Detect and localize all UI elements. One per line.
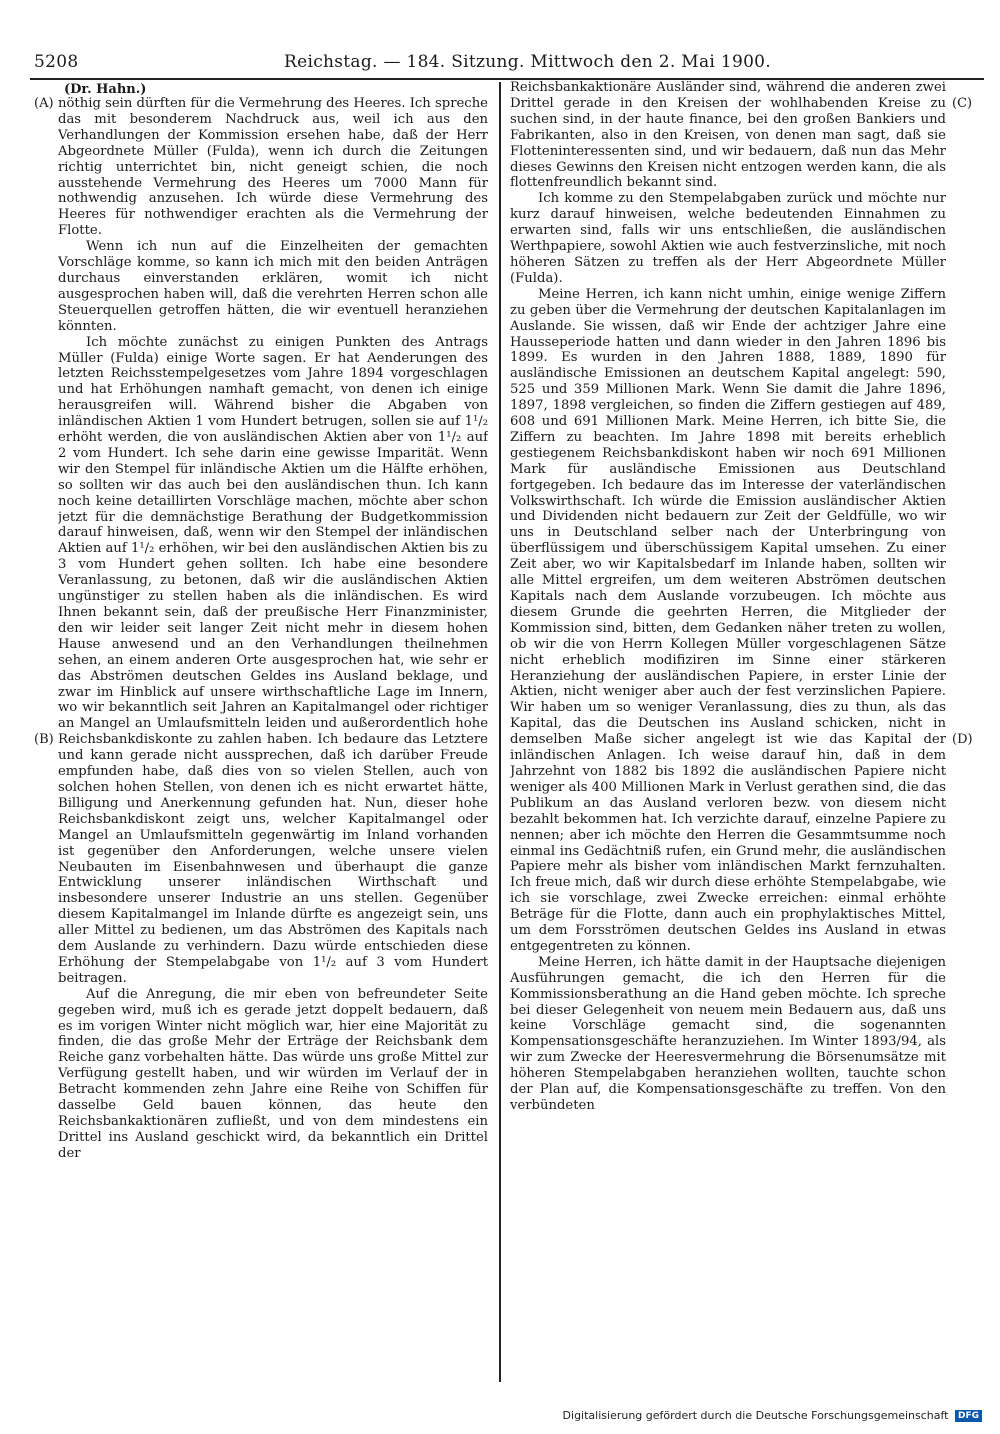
left-column bbox=[58, 96, 488, 1386]
paragraph: nöthig sein dürften für die Vermehrung des Heeres. Ich spreche das mit besonderem Nachdruck aus, weil ich aus den Verhandlungen der Kommission ersehen habe, daß der Herr Abgeordnete Müller (Fulda), wenn ich durch die Zeitungen richtig unterrichtet bin, nicht geneigt schien, die noch ausstehende Vermehrung des Heeres um 7000 Mann für nothwendig anzusehen. Ich würde diese Vermehrung des Heeres für nothwendiger erachten als die Vermehrung der Flotte. bbox=[58, 96, 488, 239]
margin-marker-d: (D) bbox=[952, 732, 973, 747]
margin-marker-a: (A) bbox=[34, 96, 54, 111]
credit-text: Digitalisierung gefördert durch die Deutsche Forschungsgemeinschaft bbox=[562, 1409, 949, 1422]
margin-marker-c: (C) bbox=[952, 96, 973, 111]
right-column bbox=[510, 80, 946, 1370]
speaker-name: (Dr. Hahn.) bbox=[64, 82, 147, 97]
paragraph: Ich komme zu den Stempelabgaben zurück und möchte nur kurz darauf hinweisen, welche bedeutenden Einnahmen zu erwarten sind, falls wir uns entschließen, die ausländischen Werthpapiere, sowohl Aktien wie auch festverzinsliche, mit noch höheren Sätzen zu treffen als der Herr Abgeordnete Müller (Fulda). bbox=[510, 191, 946, 286]
margin-marker-b: (B) bbox=[34, 732, 54, 747]
dfg-logo: DFG bbox=[955, 1410, 982, 1422]
paragraph: Reichsbankaktionäre Ausländer sind, während die anderen zwei Drittel gerade in den Kreisen der wohlhabenden Kreise zu suchen sind, in der haute finance, bei den großen Bankiers und Fabrikanten, also in den Kreisen, von denen man sagt, daß sie Flotteninteressenten sind, und wir bedauern, daß nun das Mehr dieses Gewinns den Kreisen nicht entzogen werden kann, die als flottenfreundlich bekannt sind. bbox=[510, 80, 946, 191]
paragraph: Meine Herren, ich hätte damit in der Hauptsache diejenigen Ausführungen gemacht, die ich den Herren für die Kommissionsberathung an die Hand geben möchte. Ich spreche bei dieser Gelegenheit von neuem mein Bedauern aus, daß uns keine Vorschläge gemacht sind, die sogenannten Kompensationsgeschäfte heranzuziehen. Im Winter 1893/94, als wir zum Zwecke der Heeresvermehrung die Börsenumsätze mit höheren Stempelabgaben heranziehen wollten, tauchte schon der Plan auf, die Kompensationsgeschäfte zu treffen. Von den verbündeten bbox=[510, 954, 946, 1113]
paragraph: Meine Herren, ich kann nicht umhin, einige wenige Ziffern zu geben über die Vermehrung der deutschen Kapitalanlagen im Auslande. Sie wissen, daß wir Ende der achtziger Jahre eine Hausseperiode hatten und dann wieder in den Jahren 1896 bis 1899. Es wurden in den Jahren 1888, 1889, 1890 für ausländische Emissionen an deutschem Kapital angelegt: 590, 525 und 359 Millionen Mark. Wenn Sie damit die Jahre 1896, 1897, 1898 vergleichen, so finden die Ziffern gestiegen auf 489, 608 und 691 Millionen Mark. Meine Herren, ich bitte Sie, die Ziffern zu beachten. Im Jahre 1898 mit bereits erheblich gestiegenem Reichsbankdiskont haben wir noch 691 Millionen Mark für ausländische Emissionen aus Deutschland fortgegeben. Ich bedaure das im Interesse der vaterländischen Volkswirthschaft. Ich würde die Emission ausländischer Aktien und Dividenden nicht bedauern zur Zeit der Geldfülle, wo wir uns in Deutschland selber nach der Unterbringung von überflüssigem und überschüssigem Kapital umsehen. Zu einer Zeit aber, wo wir Kapitalsbedarf im Inlande haben, sollten wir alle Mittel ergreifen, um dem weiteren Abströmen deutschen Kapitals nach dem Auslande vorzubeugen. Ich möchte aus diesem Grunde die geehrten Herren, die Mitglieder der Kommission sind, bitten, dem Gedanken näher treten zu wollen, ob wir die von Herrn Kollegen Müller vorgeschlagenen Sätze nicht erheblich modifiziren im Sinne einer stärkeren Heranziehung der ausländischen Papiere, in erster Linie der Aktien, nicht weniger aber auch der fest verzinslichen Papiere. Wir haben um so weniger Veranlassung, dies zu thun, als das Kapital, das die Deutschen ins Ausland schicken, nicht in demselben Maße sicher angelegt ist wie das Kapital der inländischen Anlagen. Ich weise darauf hin, daß in dem Jahrzehnt von 1882 bis 1892 die ausländischen Papiere nicht weniger als 400 Millionen Mark in Verlust gerathen sind, die das Publikum an das Ausland verloren bezw. von diesem nicht bezahlt bekommen hat. Ich verzichte darauf, einzelne Papiere zu nennen; aber ich möchte den Herren die Gesammtsumme noch einmal ins Gedächtniß rufen, ein Grund mehr, die ausländischen Papiere mehr als bisher vom inländischen Markt fernzuhalten. Ich freue mich, daß wir durch diese erhöhte Stempelabgabe, wie ich sie vorschlage, zwei Zwecke erreichen: einmal erhöhte Beträge für die Flotte, dann auch ein prophylaktisches Mittel, um dem Forsströmen deutschen Geldes ins Ausland in etwas entgegentreten zu können. bbox=[510, 286, 946, 954]
page-header bbox=[34, 48, 980, 82]
column-divider bbox=[499, 82, 501, 1382]
paragraph: Auf die Anregung, die mir eben von befreundeter Seite gegeben wird, muß ich es gerade jetzt doppelt bedauern, daß es im vorigen Winter nicht möglich war, hier eine Majorität zu finden, die das große Mehr der Erträge der Reichsbank dem Reiche ganz vorbehalten hätte. Das würde uns große Mittel zur Verfügung gestellt haben, und wir würden im Verlauf der in Betracht kommenden zehn Jahre eine Reihe von Schiffen für dasselbe Geld bauen können, das heute den Reichsbankaktionären zufließt, und von dem mindestens ein Drittel ins Ausland geschickt wird, da bekanntlich ein Drittel der bbox=[58, 986, 488, 1161]
page-number: 5208 bbox=[34, 52, 79, 72]
digitization-credit bbox=[563, 1409, 982, 1422]
paragraph: Ich möchte zunächst zu einigen Punkten des Antrags Müller (Fulda) einige Worte sagen. Er hat Aenderungen des letzten Reichsstempelgesetzes vom Jahre 1894 vorgeschlagen und hat Erhöhungen namhaft gemacht, von denen ich einige herausgreifen will. Während bisher die Abgaben von inländischen Aktien 1 vom Hundert betrugen, sollen sie auf 1¹/₂ erhöht werden, die von ausländischen Aktien aber von 1¹/₂ auf 2 vom Hundert. Ich sehe darin eine gewisse Imparität. Wenn wir den Stempel für inländische Aktien um die Hälfte erhöhen, so sollten wir das auch bei den ausländischen thun. Ich kann noch keine detaillirten Vorschläge machen, möchte aber schon jetzt für die demnächstige Berathung der Budgetkommission darauf hinweisen, daß, wenn wir den Stempel der inländischen Aktien auf 1¹/₂ erhöhen, wir bei den ausländischen Aktien bis zu 3 vom Hundert gehen sollten. Ich habe eine besondere Veranlassung, zu betonen, daß wir die ausländischen Aktien ungünstiger zu stellen haben als die inländischen. Es wird Ihnen bekannt sein, daß der preußische Herr Finanzminister, den wir leider seit langer Zeit nicht mehr in diesem hohen Hause anwesend und an den Verhandlungen theilnehmen sehen, an einem anderen Orte ausgesprochen hat, wie sehr er das Abströmen deutschen Geldes ins Ausland beklage, und zwar im Hinblick auf unsere wirthschaftliche Lage im Innern, wo wir bekanntlich seit Jahren an Kapitalmangel oder richtiger an Mangel an Umlaufsmitteln leiden und außerordentlich hohe Reichsbankdiskonte zu zahlen haben. Ich bedaure das Letztere und kann gerade nicht aussprechen, daß ich darüber Freude empfunden habe, daß dies von so vielen Stellen, auch von solchen hohen Stellen, von denen ich es nicht erwartet hätte, Billigung und Anerkennung gefunden hat. Nun, dieser hohe Reichsbankdiskont zeigt uns, welcher Kapitalmangel oder Mangel an Umlaufsmitteln gegenwärtig im Inland vorhanden ist gegenüber den Anforderungen, welche unsere vielen Neubauten im Eisenbahnwesen und überhaupt die ganze Entwicklung unserer inländischen Wirthschaft und insbesondere unserer Industrie an uns stellen. Gegenüber diesem Kapitalmangel im Inlande dürfte es angezeigt sein, uns aller Mittel zu bedienen, um das Abströmen des Kapitals nach dem Auslande zu verhindern. Dazu würde entschieden diese Erhöhung der Stempelabgabe von 1¹/₂ auf 3 vom Hundert beitragen. bbox=[58, 334, 488, 986]
paragraph: Wenn ich nun auf die Einzelheiten der gemachten Vorschläge komme, so kann ich mich mit den beiden Anträgen durchaus einverstanden erklären, womit ich nicht ausgesprochen haben will, daß die verehrten Herren schon alle Steuerquellen getroffen hätten, die wir eventuell heranziehen könnten. bbox=[58, 239, 488, 334]
running-title: Reichstag. — 184. Sitzung. Mittwoch den 2. Mai 1900. bbox=[284, 52, 772, 72]
